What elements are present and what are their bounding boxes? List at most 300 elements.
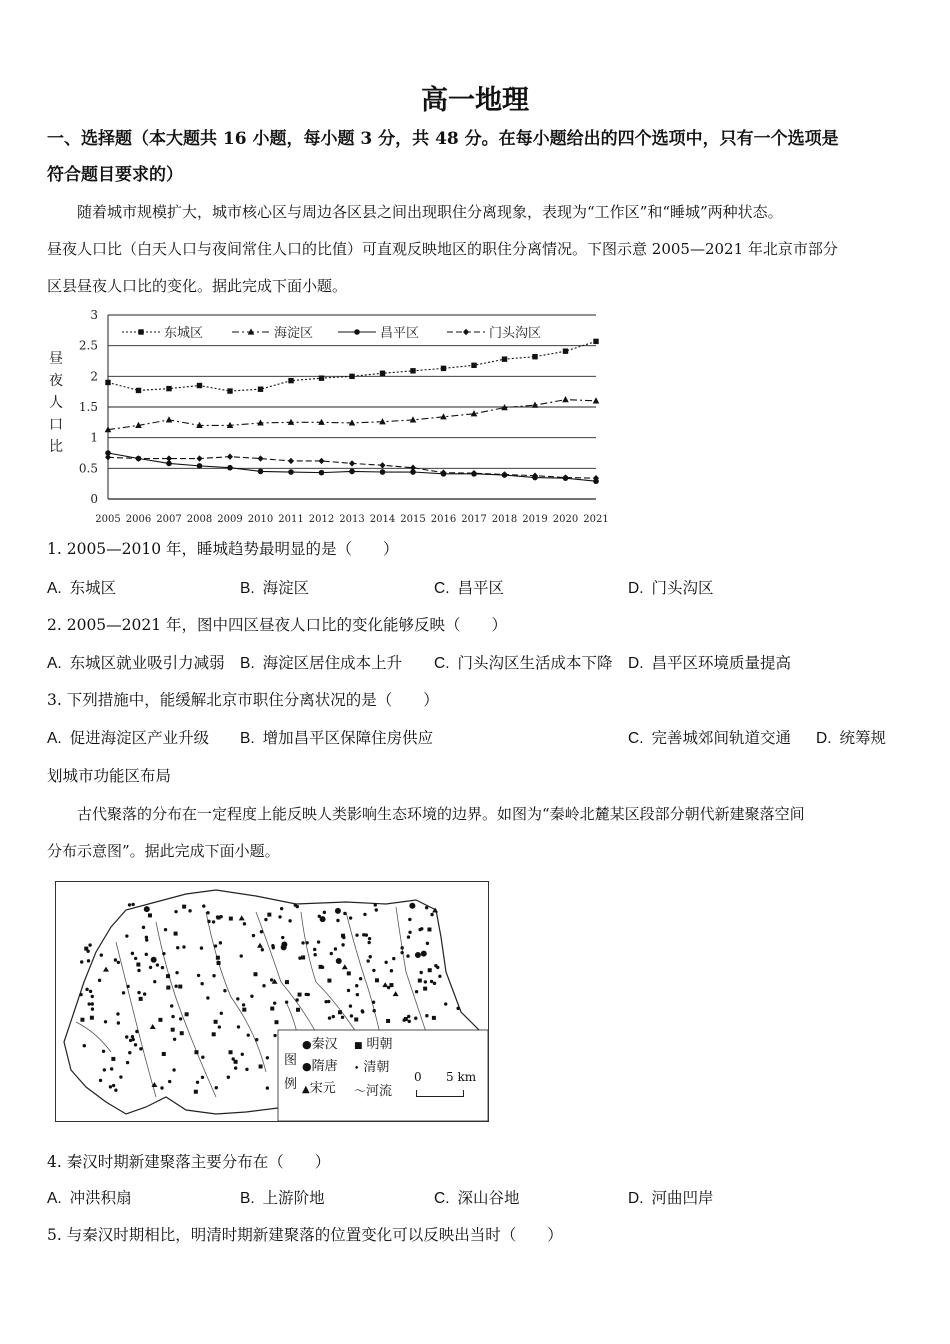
settlement-ming <box>327 979 331 983</box>
circle-marker <box>354 329 360 335</box>
settlement-qing <box>355 933 358 936</box>
settlement-ming <box>234 1060 238 1064</box>
settlement-qing <box>125 1035 128 1038</box>
q4-option-c[interactable] <box>434 1186 520 1208</box>
option-label: A. <box>47 1190 62 1207</box>
settlement-qing <box>89 990 92 993</box>
settlement-map <box>55 881 489 1122</box>
settlement-qing <box>266 1056 269 1059</box>
settlement-ming <box>90 1016 94 1020</box>
option-label: B. <box>240 730 255 747</box>
settlement-ming <box>242 1008 246 1012</box>
settlement-qing <box>200 982 203 985</box>
settlement-qing <box>270 978 273 981</box>
diamond-marker <box>227 453 233 459</box>
option-label: A. <box>47 730 62 747</box>
settlement-qing <box>206 911 209 914</box>
settlement-qing <box>334 947 337 950</box>
settlement-qing <box>372 1001 375 1004</box>
settlement-qing <box>102 1050 105 1053</box>
triangle-marker <box>440 413 447 419</box>
scale-label: 5 km <box>446 1070 477 1084</box>
settlement-qing <box>126 985 129 988</box>
square-marker <box>197 383 202 388</box>
settlement-qing <box>86 950 89 953</box>
settlement-qing <box>131 952 134 955</box>
settlement-qinhan <box>335 908 341 914</box>
q1-option-d[interactable] <box>628 576 714 598</box>
q3-option-b[interactable] <box>240 726 433 748</box>
settlement-qing <box>172 1068 175 1071</box>
settlement-qing <box>415 990 418 993</box>
settlement-qing <box>323 911 326 914</box>
settlement-qing <box>260 930 263 933</box>
settlement-qing <box>164 928 167 931</box>
settlement-qing <box>234 1066 237 1069</box>
option-text: 深山谷地 <box>457 1189 520 1207</box>
settlement-qing <box>288 919 291 922</box>
settlement-qinhan <box>144 906 150 912</box>
square-marker <box>441 366 446 371</box>
settlement-ming <box>148 913 152 917</box>
settlement-ming <box>174 932 178 936</box>
settlement-qing <box>206 996 209 999</box>
settlement-qing <box>295 998 298 1001</box>
settlement-qing <box>362 933 365 936</box>
settlement-qing <box>280 907 283 910</box>
series-line-4 <box>108 457 596 478</box>
settlement-qing <box>350 1014 353 1017</box>
option-text: 统筹规 <box>839 729 887 747</box>
circle-marker <box>227 465 233 471</box>
settlement-qing <box>137 991 140 994</box>
settlement-qing <box>342 936 345 939</box>
settlement-qing <box>424 980 427 983</box>
option-label: B. <box>240 655 255 672</box>
q4-option-d[interactable] <box>628 1186 714 1208</box>
settlement-qing <box>343 912 346 915</box>
diamond-marker <box>136 455 142 461</box>
square-marker <box>349 374 354 379</box>
settlement-qing <box>252 934 255 937</box>
settlement-qing <box>143 992 146 995</box>
q1-option-b[interactable] <box>240 576 309 598</box>
settlement-qing <box>100 953 103 956</box>
square-marker <box>410 368 415 373</box>
x-tick-label: 2009 <box>217 514 243 525</box>
settlement-ming <box>217 961 221 965</box>
settlement-qing <box>218 1025 221 1028</box>
triangle-marker <box>593 397 600 403</box>
settlement-qing <box>420 927 423 930</box>
settlement-qing <box>153 980 156 983</box>
settlement-qing <box>117 961 120 964</box>
settlement-ming <box>182 905 186 909</box>
settlement-qing <box>281 936 284 939</box>
settlement-qing <box>356 993 359 996</box>
settlement-ming <box>404 1017 408 1021</box>
settlement-qing <box>430 913 433 916</box>
question-3-stem: 3. 下列措施中，能缓解北京市职住分离状况的是（ ） <box>47 691 439 709</box>
square-marker <box>471 363 476 368</box>
settlement-qing <box>145 936 148 939</box>
circle-marker <box>258 469 264 475</box>
settlement-qing <box>266 1086 269 1089</box>
settlement-ming <box>253 972 257 976</box>
settlement-qing <box>434 964 437 967</box>
settlement-ming <box>418 979 422 983</box>
option-label: C. <box>434 1190 450 1207</box>
x-tick-label: 2021 <box>583 514 609 525</box>
x-tick-label: 2011 <box>278 514 304 525</box>
settlement-qing <box>408 931 411 934</box>
option-label: D. <box>816 730 832 747</box>
settlement-ming <box>139 997 143 1001</box>
settlement-qing <box>390 969 393 972</box>
settlement-qing <box>369 955 372 958</box>
option-label: A. <box>47 655 62 672</box>
settlement-qing <box>119 1075 122 1078</box>
settlement-qing <box>400 951 403 954</box>
settlement-qing <box>264 918 267 921</box>
option-label: C. <box>434 655 450 672</box>
square-marker <box>105 380 110 385</box>
option-label: C. <box>434 580 450 597</box>
settlement-ming <box>338 1010 342 1014</box>
settlement-qing <box>125 934 128 937</box>
settlement-qing <box>220 1012 223 1015</box>
q3-option-d[interactable] <box>816 726 886 748</box>
settlement-qing <box>174 910 177 913</box>
settlement-qing <box>367 941 370 944</box>
settlement-qing <box>347 989 350 992</box>
settlement-qing <box>168 1080 171 1083</box>
settlement-qing <box>104 1020 107 1023</box>
question-5-stem: 5. 与秦汉时期相比，明清时期新建聚落的位置变化可以反映出当时（ ） <box>47 1226 563 1244</box>
section-heading-line1: 一、选择题（本大题共 16 小题，每小题 3 分，共 48 分。在每小题给出的四个选项中，只有一个选项是 <box>47 129 839 149</box>
settlement-qing <box>116 1012 119 1015</box>
settlement-ming <box>285 980 289 984</box>
settlement-qing <box>361 1009 364 1012</box>
option-text: 东城区 <box>69 579 117 597</box>
q1-option-a[interactable] <box>47 576 116 598</box>
x-tick-label: 2012 <box>308 514 335 525</box>
legend-songyuan: 宋元 <box>309 1081 336 1096</box>
settlement-qing <box>114 1089 117 1092</box>
q4-option-b[interactable] <box>240 1186 325 1208</box>
settlement-qing <box>241 1053 244 1056</box>
settlement-qing <box>80 960 83 963</box>
circle-marker <box>197 463 203 469</box>
y-tick-label: 0.5 <box>78 461 98 476</box>
option-text: 门头沟区生活成本下降 <box>457 654 613 672</box>
legend-title-2: 例 <box>284 1077 298 1092</box>
settlement-qing <box>128 903 131 906</box>
settlement-qing <box>109 1085 112 1088</box>
settlement-qing <box>321 966 324 969</box>
section-heading-line2: 符合题目要求的） <box>47 165 183 185</box>
scale-zero: 0 <box>414 1070 422 1084</box>
settlement-qing <box>197 974 200 977</box>
settlement-qing <box>374 903 377 906</box>
settlement-ming <box>216 956 220 960</box>
option-text: 冲洪积扇 <box>69 1189 132 1207</box>
settlement-qing <box>355 984 358 987</box>
settlement-qing <box>110 1067 113 1070</box>
x-tick-label: 2017 <box>461 514 487 525</box>
q4-option-a[interactable] <box>47 1186 132 1208</box>
settlement-qing <box>122 991 125 994</box>
settlement-qing <box>91 1002 94 1005</box>
settlement-ming <box>80 1018 84 1022</box>
square-marker <box>319 375 324 380</box>
series-line-1 <box>108 341 596 391</box>
settlement-qing <box>162 952 165 955</box>
diamond-marker <box>380 462 386 468</box>
y-tick-label: 2.5 <box>78 338 98 353</box>
diamond-marker <box>349 460 355 466</box>
q1-option-c[interactable] <box>434 576 504 598</box>
settlement-qing <box>91 1007 94 1010</box>
option-text: 昌平区 <box>457 579 505 597</box>
circle-marker <box>288 469 294 475</box>
q3-option-d-wrap: 划城市功能区布局 <box>47 767 172 785</box>
settlement-ming <box>423 987 427 991</box>
settlement-qing <box>324 1000 327 1003</box>
settlement-qing <box>219 941 222 944</box>
settlement-qing <box>278 915 281 918</box>
settlement-qing <box>414 1017 417 1020</box>
settlement-qing <box>98 979 101 982</box>
legend-river: 河流 <box>366 1084 393 1099</box>
option-label: B. <box>240 1190 255 1207</box>
square-marker <box>563 348 568 353</box>
option-text: 促进海淀区产业升级 <box>69 729 210 747</box>
settlement-qing <box>99 1079 102 1082</box>
settlement-ming <box>229 1050 233 1054</box>
settlement-qing <box>375 908 378 911</box>
settlement-qing <box>188 909 191 912</box>
settlement-qing <box>223 989 226 992</box>
settlement-qinhan <box>336 958 342 964</box>
diamond-marker <box>105 454 111 460</box>
settlement-qing <box>341 943 344 946</box>
settlement-qing <box>336 919 339 922</box>
option-text: 上游阶地 <box>262 1189 325 1207</box>
line-chart <box>40 305 610 530</box>
settlement-ming <box>428 968 432 972</box>
y-axis-label-char: 人 <box>49 395 63 411</box>
legend-suitang: 隋唐 <box>311 1059 338 1074</box>
map-legend-title <box>284 1049 297 1097</box>
settlement-ming <box>386 1019 390 1023</box>
settlement-qinhan <box>421 951 427 957</box>
option-text: 东城区就业吸引力减弱 <box>69 654 225 672</box>
triangle-marker <box>166 416 173 422</box>
x-tick-label: 2010 <box>247 514 274 525</box>
settlement-qing <box>175 971 178 974</box>
settlement-qinhan <box>151 957 157 963</box>
passage1-line1: 随着城市规模扩大，城市核心区与周边各区县之间出现职住分离现象，表现为“工作区”和“睡城”两种状态。 <box>77 203 783 221</box>
settlement-ming <box>347 971 351 975</box>
settlement-ming <box>194 1050 198 1054</box>
settlement-ming <box>375 978 379 982</box>
option-text: 海淀区居住成本上升 <box>262 654 403 672</box>
settlement-qing <box>366 959 369 962</box>
legend-ming: 明朝 <box>366 1037 393 1052</box>
settlement-qing <box>425 906 428 909</box>
settlement-qing <box>262 984 265 987</box>
passage2-line2: 分布示意图”。据此完成下面小题。 <box>47 842 280 860</box>
x-tick-label: 2016 <box>430 514 457 525</box>
settlement-qing <box>145 953 148 956</box>
settlement-qing <box>294 903 297 906</box>
q2-option-a[interactable] <box>47 651 225 673</box>
settlement-qing <box>137 969 140 972</box>
x-tick-label: 2013 <box>339 514 365 525</box>
settlement-qing <box>201 1076 204 1079</box>
settlement-qing <box>408 1020 411 1023</box>
settlement-qing <box>160 1086 163 1089</box>
q3-option-a[interactable] <box>47 726 209 748</box>
settlement-qing <box>131 903 134 906</box>
y-axis-label-char: 比 <box>49 439 63 455</box>
settlement-ming <box>296 1008 300 1012</box>
square-icon: ■ <box>354 1041 363 1051</box>
settlement-qing <box>214 944 217 947</box>
settlement-ming <box>389 983 393 987</box>
settlement-qing <box>87 1002 90 1005</box>
settlement-qing <box>426 942 429 945</box>
settlement-qing <box>305 993 308 996</box>
legend-qing: 清朝 <box>363 1060 390 1075</box>
q3-option-c[interactable] <box>628 726 791 748</box>
question-4-stem: 4. 秦汉时期新建聚落主要分布在（ ） <box>47 1153 331 1171</box>
settlement-ming <box>171 1028 175 1032</box>
y-tick-label: 1 <box>90 430 98 445</box>
settlement-ming <box>354 1017 358 1021</box>
question-2-stem: 2. 2005—2021 年，图中四区昼夜人口比的变化能够反映（ ） <box>47 616 508 634</box>
square-marker <box>138 329 143 334</box>
settlement-ming <box>166 986 170 990</box>
square-marker <box>136 388 141 393</box>
settlement-qing <box>212 974 215 977</box>
option-text: 完善城郊间轨道交通 <box>651 729 792 747</box>
settlement-qing <box>85 988 88 991</box>
y-axis-label-char: 夜 <box>49 373 63 389</box>
x-tick-label: 2014 <box>369 514 396 525</box>
square-marker <box>288 378 293 383</box>
settlement-qing <box>182 945 185 948</box>
diamond-marker <box>197 455 203 461</box>
settlement-qing <box>149 966 152 969</box>
settlement-qing <box>201 1056 204 1059</box>
settlement-qing <box>372 969 375 972</box>
small-dot-icon: • <box>354 1064 360 1074</box>
settlement-ming <box>185 1012 189 1016</box>
settlement-qing <box>202 904 205 907</box>
settlement-qing <box>341 1016 344 1019</box>
diamond-marker <box>258 455 264 461</box>
x-tick-label: 2015 <box>400 514 426 525</box>
square-marker <box>227 388 232 393</box>
option-label: D. <box>628 655 644 672</box>
settlement-qing <box>117 1021 120 1024</box>
x-tick-label: 2020 <box>552 514 579 525</box>
triangle-marker <box>410 416 417 422</box>
settlement-qinhan <box>409 903 415 909</box>
map-legend-col2 <box>354 1034 393 1103</box>
triangle-icon: ▲ <box>302 1084 310 1095</box>
settlement-qing <box>207 920 210 923</box>
option-text: 门头沟区 <box>651 579 714 597</box>
settlement-qing <box>273 1034 276 1037</box>
option-label: B. <box>240 580 255 597</box>
legend-label: 昌平区 <box>380 326 420 341</box>
settlement-qing <box>91 995 94 998</box>
settlement-qing <box>430 980 433 983</box>
circle-marker <box>319 470 325 476</box>
settlement-qing <box>134 957 137 960</box>
passage1-line3: 区县昼夜人口比的变化。据此完成下面小题。 <box>47 277 348 295</box>
map-drawing <box>56 882 488 1121</box>
settlement-qing <box>227 1076 230 1079</box>
q2-option-d[interactable] <box>628 651 791 673</box>
settlement-qing <box>384 961 387 964</box>
option-text: 海淀区 <box>262 579 310 597</box>
settlement-ming <box>212 1032 216 1036</box>
q2-option-c[interactable] <box>434 651 613 673</box>
settlement-qing <box>317 940 320 943</box>
page-title: 高一地理 <box>421 85 529 116</box>
settlement-qing <box>243 922 246 925</box>
settlement-qing <box>247 1033 250 1036</box>
settlement-qing <box>173 1038 176 1041</box>
y-tick-label: 2 <box>90 369 98 384</box>
triangle-marker <box>562 396 569 402</box>
settlement-ming <box>298 993 302 997</box>
settlement-qing <box>240 954 243 957</box>
settlement-qing <box>349 1004 352 1007</box>
settlement-ming <box>194 1090 198 1094</box>
triangle-marker <box>379 418 386 424</box>
settlement-qing <box>363 913 366 916</box>
settlement-qing <box>433 982 436 985</box>
question-1-stem: 1. 2005—2010 年，睡城趋势最明显的是（ ） <box>47 540 399 558</box>
settlement-qing <box>444 1002 447 1005</box>
option-text: 增加昌平区保障住房供应 <box>262 729 434 747</box>
x-tick-label: 2019 <box>522 514 548 525</box>
y-tick-label: 0 <box>90 492 98 506</box>
settlement-qing <box>301 941 304 944</box>
settlement-qing <box>406 954 409 957</box>
legend-title-1: 图 <box>284 1053 298 1068</box>
x-tick-label: 2008 <box>186 514 213 525</box>
q2-option-b[interactable] <box>240 651 402 673</box>
legend-qinhan: 秦汉 <box>311 1037 338 1052</box>
settlement-ming <box>432 1016 436 1020</box>
settlement-qing <box>359 977 362 980</box>
settlement-qing <box>425 1014 428 1017</box>
x-tick-label: 2006 <box>125 514 152 525</box>
dot-icon: ● <box>302 1060 312 1073</box>
option-label: D. <box>628 1190 644 1207</box>
settlement-qing <box>170 1004 173 1007</box>
settlement-qinhan <box>281 941 287 947</box>
settlement-qing <box>171 1015 174 1018</box>
square-marker <box>532 354 537 359</box>
dot-icon: ● <box>302 1038 312 1051</box>
